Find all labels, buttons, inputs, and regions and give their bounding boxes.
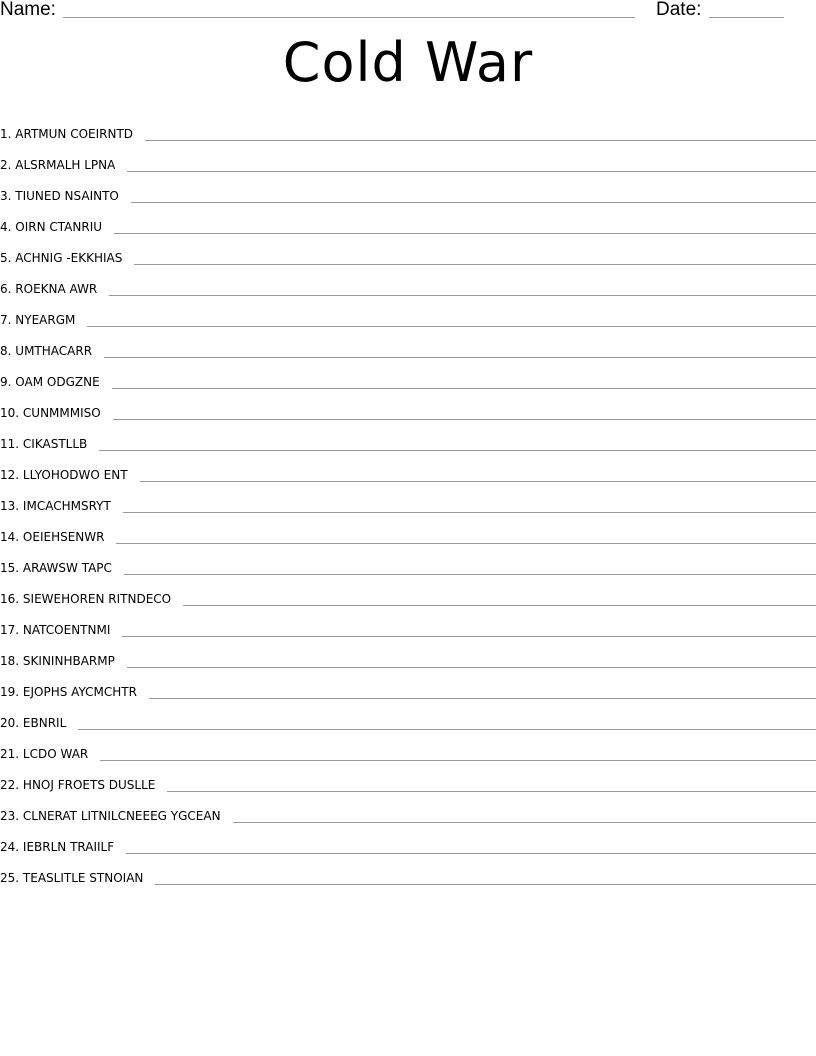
scramble-clue xyxy=(0,374,100,391)
scramble-clue xyxy=(0,157,115,174)
item-number: 3. xyxy=(0,189,12,203)
list-item xyxy=(0,639,816,670)
list-item xyxy=(0,763,816,794)
item-number: 8. xyxy=(0,344,12,358)
item-number: 7. xyxy=(0,313,12,327)
scrambled-word: IMCACHMSRYT xyxy=(22,499,111,513)
list-item xyxy=(0,267,816,298)
scrambled-word: ACHNIG -EKKHIAS xyxy=(15,251,123,265)
scrambled-word: OIRN CTANRIU xyxy=(15,220,103,234)
item-number: 18. xyxy=(0,654,20,668)
item-number: 23. xyxy=(0,809,20,823)
scramble-clue xyxy=(0,250,122,267)
date-field-line[interactable] xyxy=(709,17,784,18)
answer-line[interactable] xyxy=(114,233,816,234)
name-label: Name: xyxy=(0,0,56,20)
answer-line[interactable] xyxy=(127,667,816,668)
scrambled-word: NATCOENTNMI xyxy=(22,623,111,637)
list-item xyxy=(0,453,816,484)
scramble-clue xyxy=(0,436,87,453)
list-item xyxy=(0,174,816,205)
answer-line[interactable] xyxy=(99,450,816,451)
list-item xyxy=(0,484,816,515)
item-number: 9. xyxy=(0,375,12,389)
scrambled-word: CUNMMMISO xyxy=(22,406,101,420)
answer-line[interactable] xyxy=(145,140,816,141)
answer-line[interactable] xyxy=(122,636,816,637)
item-number: 11. xyxy=(0,437,20,451)
scramble-clue xyxy=(0,498,111,515)
scrambled-word: LCDO WAR xyxy=(22,747,89,761)
answer-line[interactable] xyxy=(104,357,816,358)
scramble-clue xyxy=(0,281,97,298)
header xyxy=(0,0,816,24)
scrambled-word: ALSRMALH LPNA xyxy=(15,158,116,172)
name-field-line[interactable] xyxy=(63,17,635,18)
answer-line[interactable] xyxy=(155,884,816,885)
scramble-clue xyxy=(0,591,171,608)
scramble-clue xyxy=(0,467,128,484)
scrambled-word: UMTHACARR xyxy=(15,344,93,358)
item-number: 12. xyxy=(0,468,20,482)
answer-line[interactable] xyxy=(140,481,816,482)
list-item xyxy=(0,298,816,329)
list-item xyxy=(0,608,816,639)
item-number: 16. xyxy=(0,592,20,606)
answer-line[interactable] xyxy=(124,574,816,575)
item-number: 15. xyxy=(0,561,20,575)
scramble-list xyxy=(0,112,816,887)
item-number: 17. xyxy=(0,623,20,637)
scrambled-word: IEBRLN TRAIILF xyxy=(22,840,115,854)
scrambled-word: EJOPHS AYCMCHTR xyxy=(22,685,137,699)
list-item xyxy=(0,670,816,701)
scramble-clue xyxy=(0,653,115,670)
scramble-clue xyxy=(0,405,101,422)
scrambled-word: SIEWEHOREN RITNDECO xyxy=(22,592,172,606)
scrambled-word: NYEARGM xyxy=(15,313,76,327)
answer-line[interactable] xyxy=(113,419,816,420)
scrambled-word: CIKASTLLB xyxy=(22,437,88,451)
item-number: 24. xyxy=(0,840,20,854)
answer-line[interactable] xyxy=(100,760,816,761)
answer-line[interactable] xyxy=(126,853,816,854)
item-number: 5. xyxy=(0,251,12,265)
list-item xyxy=(0,329,816,360)
scrambled-word: ARAWSW TAPC xyxy=(22,561,112,575)
item-number: 20. xyxy=(0,716,20,730)
scrambled-word: SKININHBARMP xyxy=(22,654,115,668)
list-item xyxy=(0,205,816,236)
item-number: 1. xyxy=(0,127,12,141)
answer-line[interactable] xyxy=(87,326,816,327)
scramble-clue xyxy=(0,870,143,887)
scramble-clue xyxy=(0,343,92,360)
scramble-clue xyxy=(0,560,112,577)
scramble-clue xyxy=(0,312,75,329)
list-item xyxy=(0,732,816,763)
scramble-clue xyxy=(0,188,119,205)
list-item xyxy=(0,112,816,143)
date-label: Date: xyxy=(656,0,702,20)
item-number: 22. xyxy=(0,778,20,792)
answer-line[interactable] xyxy=(149,698,816,699)
item-number: 25. xyxy=(0,871,20,885)
scramble-clue xyxy=(0,219,102,236)
list-item xyxy=(0,360,816,391)
scramble-clue xyxy=(0,777,155,794)
scramble-clue xyxy=(0,529,104,546)
list-item xyxy=(0,856,816,887)
list-item xyxy=(0,515,816,546)
scrambled-word: TIUNED NSAINTO xyxy=(15,189,119,203)
answer-line[interactable] xyxy=(127,171,816,172)
list-item xyxy=(0,546,816,577)
list-item xyxy=(0,701,816,732)
list-item xyxy=(0,236,816,267)
scramble-clue xyxy=(0,746,88,763)
scramble-clue xyxy=(0,839,114,856)
scramble-clue xyxy=(0,808,221,825)
scramble-clue xyxy=(0,715,66,732)
list-item xyxy=(0,143,816,174)
scrambled-word: CLNERAT LITNILCNEEEG YGCEAN xyxy=(22,809,221,823)
scramble-clue xyxy=(0,622,110,639)
scrambled-word: HNOJ FROETS DUSLLE xyxy=(22,778,156,792)
scrambled-word: OEIEHSENWR xyxy=(22,530,105,544)
list-item xyxy=(0,391,816,422)
list-item xyxy=(0,422,816,453)
answer-line[interactable] xyxy=(78,729,816,730)
item-number: 14. xyxy=(0,530,20,544)
scramble-clue xyxy=(0,684,137,701)
scrambled-word: ARTMUN COEIRNTD xyxy=(15,127,134,141)
answer-line[interactable] xyxy=(109,295,816,296)
answer-line[interactable] xyxy=(112,388,816,389)
answer-line[interactable] xyxy=(131,202,816,203)
item-number: 21. xyxy=(0,747,20,761)
scrambled-word: TEASLITLE STNOIAN xyxy=(22,871,144,885)
item-number: 13. xyxy=(0,499,20,513)
answer-line[interactable] xyxy=(233,822,816,823)
scrambled-word: OAM ODGZNE xyxy=(15,375,100,389)
answer-line[interactable] xyxy=(123,512,816,513)
answer-line[interactable] xyxy=(183,605,816,606)
scrambled-word: LLYOHODWO ENT xyxy=(22,468,128,482)
answer-line[interactable] xyxy=(116,543,816,544)
item-number: 10. xyxy=(0,406,20,420)
answer-line[interactable] xyxy=(167,791,816,792)
item-number: 4. xyxy=(0,220,12,234)
list-item xyxy=(0,825,816,856)
item-number: 2. xyxy=(0,158,12,172)
item-number: 6. xyxy=(0,282,12,296)
page-title: Cold War xyxy=(282,31,534,94)
scrambled-word: ROEKNA AWR xyxy=(15,282,98,296)
item-number: 19. xyxy=(0,685,20,699)
scramble-clue xyxy=(0,126,133,143)
list-item xyxy=(0,794,816,825)
answer-line[interactable] xyxy=(134,264,816,265)
list-item xyxy=(0,577,816,608)
scrambled-word: EBNRIL xyxy=(22,716,67,730)
